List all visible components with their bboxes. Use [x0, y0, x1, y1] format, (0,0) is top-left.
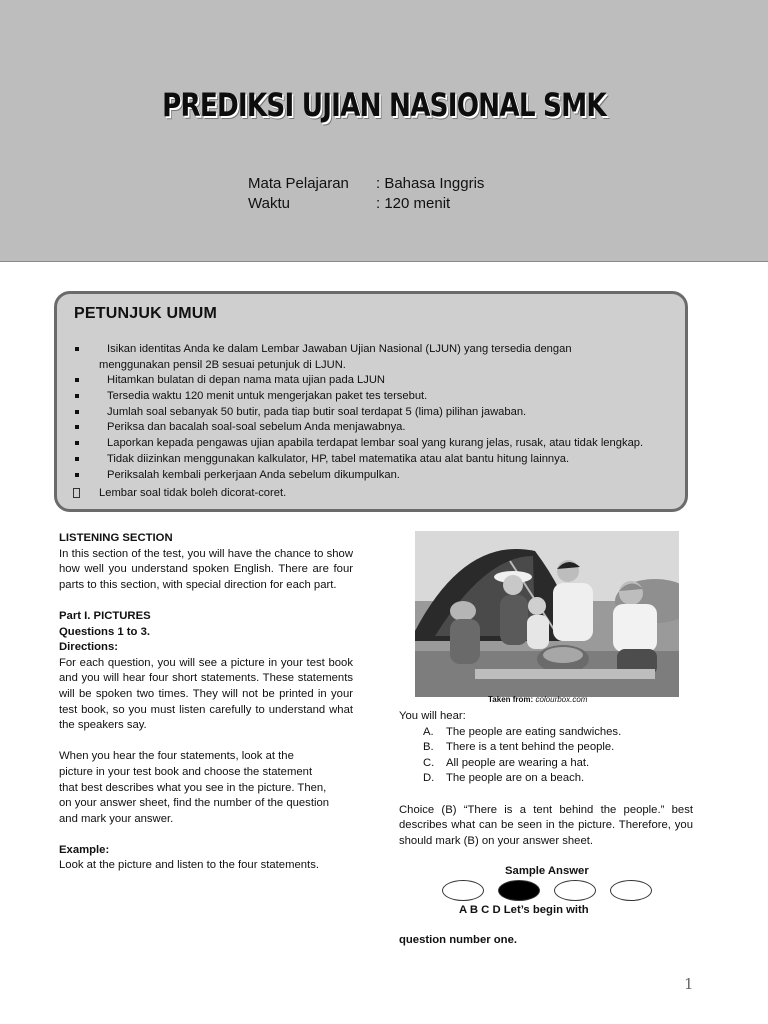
listening-section: [59, 531, 353, 874]
photo-credit: Taken from: colourbox.com: [488, 695, 588, 704]
instruction-item: Periksalah kembali perkerjaan Anda sebelum dikumpulkan.: [73, 468, 677, 484]
page-title: PREDIKSI UJIAN NASIONAL SMK: [162, 86, 606, 124]
square-bullet-icon: [75, 473, 79, 477]
directions-paragraph-2: When you hear the four statements, look at the picture in your test book and choose the statement that best describes what you see in the picture. Then, on your answer sheet, find the number of the question and mark your answer.: [59, 750, 330, 825]
family-picnic-photo: [415, 531, 679, 697]
instruction-item: Jumlah soal sebanyak 50 butir, pada tiap butir soal terdapat 5 (lima) pilihan jawaban.: [73, 405, 677, 421]
time-value: : 120 menit: [376, 195, 451, 212]
answer-option: B. There is a tent behind the people.: [423, 741, 615, 754]
square-bullet-icon: [75, 378, 79, 382]
square-bullet-icon: [75, 347, 79, 351]
instruction-item: Isikan identitas Anda ke dalam Lembar Jawaban Ujian Nasional (LJUN) yang tersedia dengan: [73, 342, 677, 358]
instruction-item-continued: menggunakan pensil 2B sesuai petunjuk di LJUN.: [99, 358, 346, 371]
subject-row: [248, 174, 484, 194]
instruction-item: Tersedia waktu 120 menit untuk mengerjakan paket tes tersebut.: [73, 389, 677, 405]
answer-option: D. The people are on a beach.: [423, 772, 585, 785]
instruction-item: Hitamkan bulatan di depan nama mata ujian pada LJUN: [73, 373, 677, 389]
square-bullet-icon: [75, 394, 79, 398]
subject-label: Mata Pelajaran: [248, 175, 349, 192]
answer-bubbles: [442, 880, 654, 902]
you-will-hear-label: You will hear:: [399, 710, 466, 722]
example-label: Example:: [59, 843, 110, 856]
exam-meta: [248, 174, 484, 214]
time-label: Waktu: [248, 195, 290, 212]
part-title: Part I. PICTURES: [59, 609, 151, 622]
square-bullet-icon: [75, 410, 79, 414]
begin-question-line: question number one.: [399, 934, 517, 946]
square-bullet-icon: [75, 425, 79, 429]
answer-bubble-a: [442, 880, 484, 901]
instruction-item: Periksa dan bacalah soal-soal sebelum Anda menjawabnya.: [73, 420, 677, 436]
answer-bubble-d: [610, 880, 652, 901]
example-text: Look at the picture and listen to the four statements.: [59, 859, 319, 872]
instruction-item: Laporkan kepada pengawas ujian apabila terdapat lembar soal yang kurang jelas, rusak, atau tidak lengkap.: [73, 436, 677, 452]
subject-value: : Bahasa Inggris: [376, 175, 485, 192]
instructions-list: [73, 342, 677, 502]
sample-answer-label: Sample Answer: [505, 865, 589, 877]
square-bullet-icon: [75, 457, 79, 461]
section-intro: In this section of the test, you will have the chance to show how well you understand spoken English. There are four parts to this section, with special direction for each part.: [59, 547, 353, 591]
section-heading: LISTENING SECTION: [59, 532, 173, 544]
missing-glyph-icon: [73, 488, 80, 498]
instructions-title: PETUNJUK UMUM: [74, 305, 218, 322]
bubble-letters-line: A B C D Let’s begin with: [459, 904, 589, 916]
answer-bubble-b-filled: [498, 880, 540, 901]
directions-text: For each question, you will see a picture in your test book and you will hear four short statements. These statements will be spoken two times. They will not be printed in your test book, so you must listen carefully to understand what the speakers say.: [59, 656, 353, 732]
square-bullet-icon: [75, 441, 79, 445]
instruction-item: Tidak diizinkan menggunakan kalkulator, HP, tabel matematika atau alat bantu hitung lainnya.: [73, 452, 677, 468]
answer-option: A. The people are eating sandwiches.: [423, 725, 622, 738]
page-number: 1: [684, 975, 694, 993]
example-section: [399, 709, 693, 849]
instruction-item: Lembar soal tidak boleh dicorat-coret.: [73, 486, 677, 502]
directions-label: Directions:: [59, 641, 119, 654]
general-instructions-box: [54, 291, 688, 512]
answer-option: C. All people are wearing a hat.: [423, 756, 590, 769]
picnic-illustration: [415, 531, 679, 697]
answer-bubble-c: [554, 880, 596, 901]
time-row: [248, 194, 484, 214]
answer-explanation: Choice (B) “There is a tent behind the people.” best describes what can be seen in the picture. Therefore, you should mark (B) on your answer sheet.: [399, 803, 693, 847]
header-band: [0, 0, 768, 262]
questions-range: Questions 1 to 3.: [59, 625, 151, 638]
